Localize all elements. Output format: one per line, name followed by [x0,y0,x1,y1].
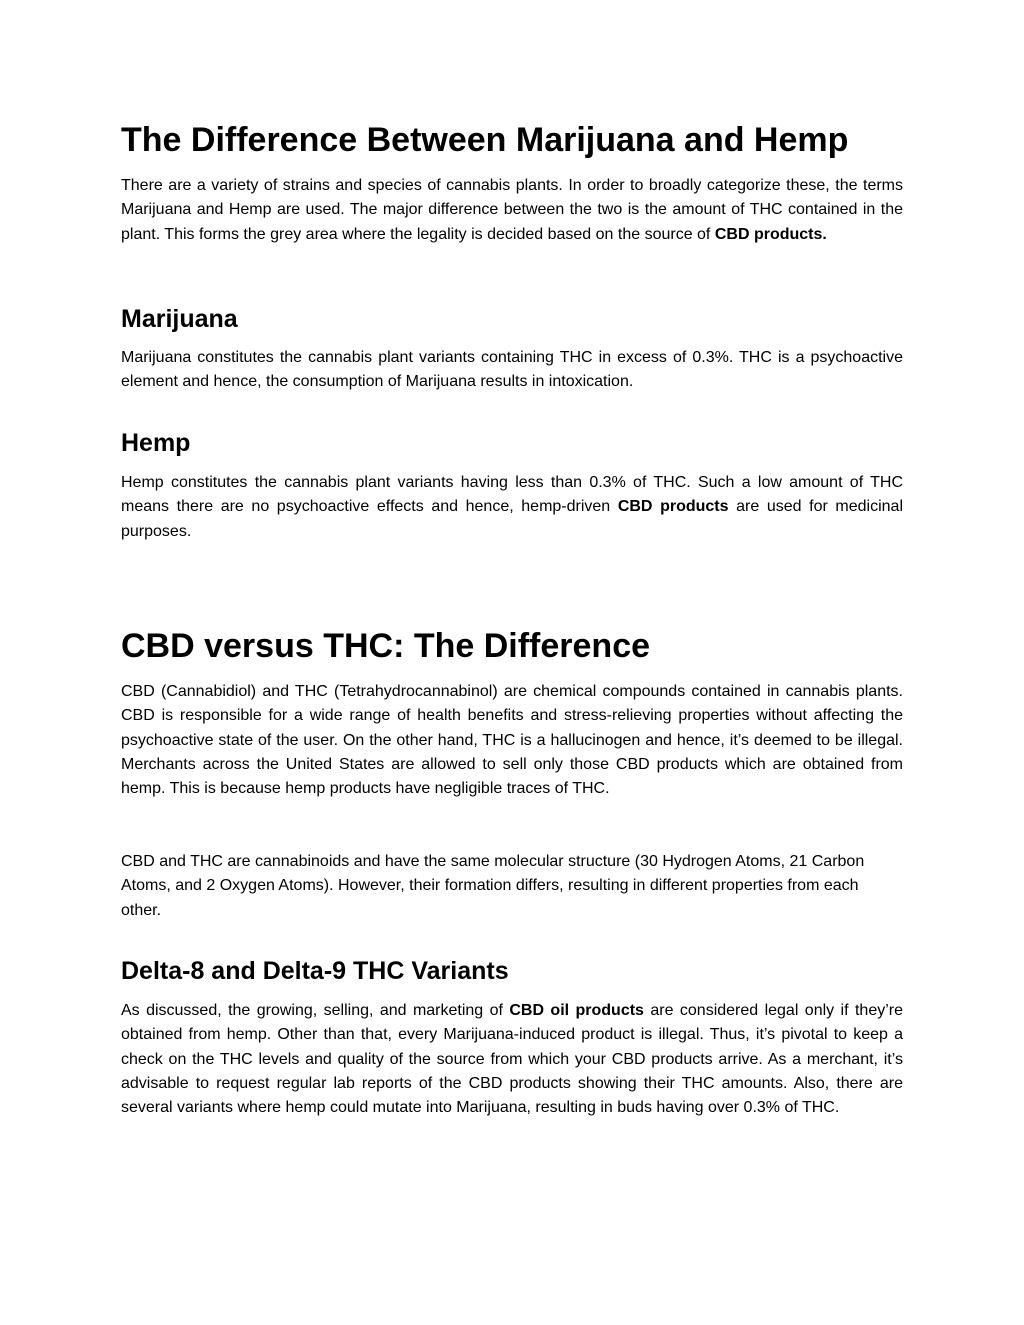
paragraph-cbd-vs-thc-2: CBD and THC are cannabinoids and have the same molecular structure (30 Hydrogen Atoms, 21 Carbon Atoms, and 2 Oxygen Atoms). However, their formation differs, resulting in different properties from each other. [121,853,865,919]
paragraph-hemp-text: Hemp constitutes the cannabis plant variants having less than 0.3% of THC. Such a low amount of THC means there are no psychoactive effects and hence, hemp-driven [121,474,903,516]
cbd-products-bold: CBD products. [714,225,827,243]
paragraph-delta-text: As discussed, the growing, selling, and marketing of [121,1002,510,1019]
paragraph-marijuana: Marijuana constitutes the cannabis plant variants containing THC in excess of 0.3%. THC is a psychoactive element and hence, the consumption of Marijuana results in intoxication. [121,349,903,391]
cbd-products-bold: CBD products [617,498,729,516]
paragraph-delta-text-end: are considered legal only if they’re obtained from hemp. Other than that, every Marijuana-induced product is illegal. Thus, it’s pivotal to keep a check on the THC levels and quality of the source from which your CBD products arrive. As a merchant, it’s advisable to request regular lab reports of the CBD products showing their THC amounts. Also, there are several variants where hemp could mutate into Marijuana, resulting in buds having over 0.3% of THC. [121,1002,903,1117]
heading-delta-variants: Delta-8 and Delta-9 THC Variants [121,957,509,985]
paragraph-difference [121,174,903,247]
paragraph-hemp [121,471,903,544]
heading-cbd-vs-thc: CBD versus THC: The Difference [121,627,651,665]
cbd-oil-products-bold: CBD oil products [509,1002,644,1019]
heading-hemp: Hemp [121,429,191,457]
paragraph-cbd-vs-thc-1: CBD (Cannabidiol) and THC (Tetrahydrocannabinol) are chemical compounds contained in cannabis plants. CBD is responsible for a wide range of health benefits and stress-relieving properties without affecting the psychoactive state of the user. On the other hand, THC is a hallucinogen and hence, it’s deemed to be illegal. Merchants across the United States are allowed to sell only those CBD products which are obtained from hemp. This is because hemp products have negligible traces of THC. [121,683,903,798]
heading-marijuana: Marijuana [121,305,238,333]
paragraph-difference-text: There are a variety of strains and species of cannabis plants. In order to broadly categorize these, the terms Marijuana and Hemp are used. The major difference between the two is the amount of THC contained in the plant. This forms the grey area where the legality is decided based on the source of [121,177,903,243]
heading-difference: The Difference Between Marijuana and Hemp [121,121,849,159]
paragraph-delta-variants [121,999,903,1120]
paragraph-hemp-text-end: are used for medicinal purposes. [121,498,904,540]
